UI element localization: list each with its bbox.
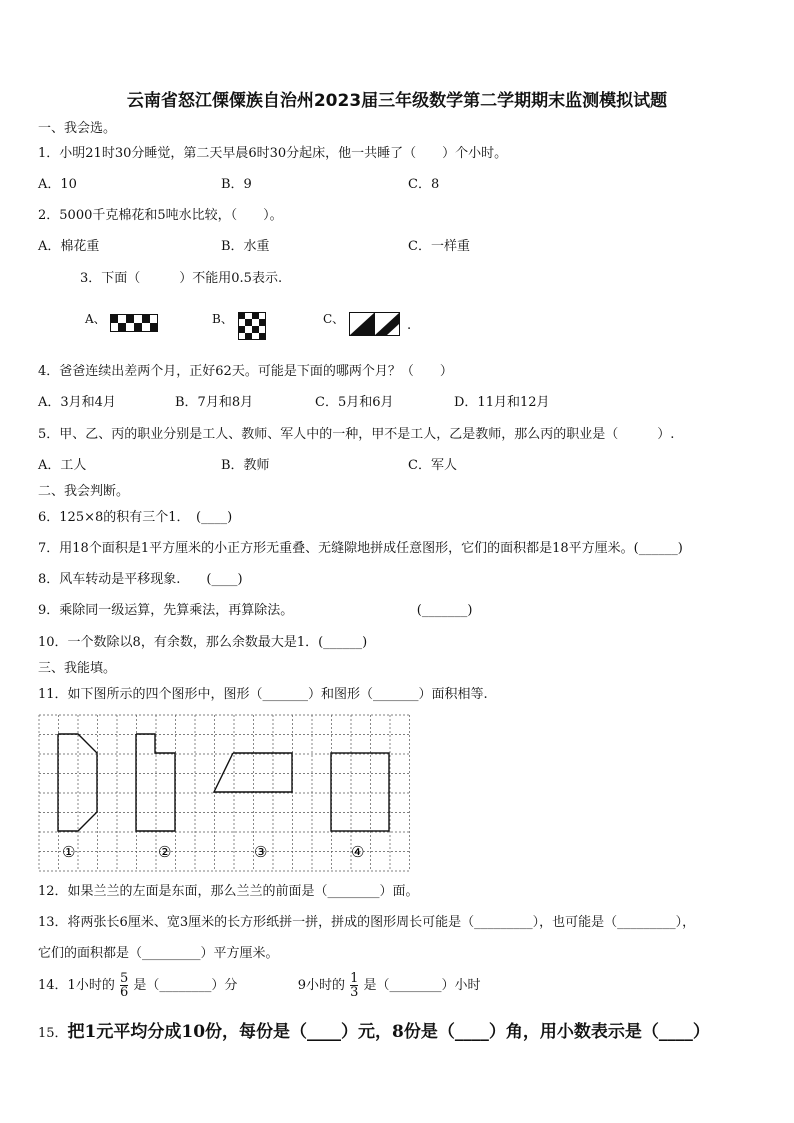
question-5: 5．甲、乙、丙的职业分别是工人、教师、军人中的一种，甲不是工人，乙是教师，那么丙的职业是（ ）. — [38, 427, 675, 442]
q5-option-b: B．教师 — [221, 458, 270, 473]
question-11: 11．如下图所示的四个图形中，图形（_______）和图形（_______）面积相等. — [38, 687, 488, 702]
q4-option-b: B．7月和8月 — [175, 395, 254, 410]
q3-option-a-checker-figure — [110, 314, 158, 332]
q14-part1-pre: 14．1小时的 — [38, 978, 115, 993]
q14-fraction-1 — [120, 972, 128, 999]
q3-option-a — [85, 308, 106, 327]
question-10: 10．一个数除以8，有余数，那么余数最大是1．(______) — [38, 635, 368, 650]
question-15 — [38, 1022, 710, 1044]
q3-option-a-label: A、 — [85, 312, 106, 326]
q2-option-c: C．一样重 — [408, 239, 470, 254]
question-13-line-1: 13．将两张长6厘米、宽3厘米的长方形纸拼一拼，拼成的图形周长可能是（_________），也可能是（_________）， — [38, 915, 696, 930]
question-12: 12．如果兰兰的左面是东面，那么兰兰的前面是（________）面。 — [38, 884, 419, 899]
q4-option-d: D．11月和12月 — [454, 395, 550, 410]
q1-option-a: A．10 — [38, 177, 77, 192]
q3-end-mark: . — [407, 318, 412, 333]
question-4: 4．爸爸连续出差两个月，正好62天。可能是下面的哪两个月？（ ） — [38, 364, 453, 379]
q15-text: 把1元平均分成10份，每份是（____）元，8份是（____）角，用小数表示是（____） — [67, 1022, 710, 1042]
q3-option-b-checker-figure — [238, 312, 266, 340]
q2-option-b: B．水重 — [221, 239, 270, 254]
q14-part2-pre: 9小时的 — [297, 978, 345, 993]
q4-option-a: A．3月和4月 — [38, 395, 116, 410]
q3-option-c-label: C、 — [323, 312, 345, 326]
q5-option-c: C．军人 — [408, 458, 457, 473]
section-heading-fill: 三、我能填。 — [38, 661, 117, 676]
q3-option-c-diagonal-figure — [349, 312, 401, 336]
question-3: 3．下面（ ）不能用0.5表示. — [80, 271, 283, 286]
page-title: 云南省怒江傈僳族自治州2023届三年级数学第二学期期末监测模拟试题 — [126, 91, 668, 111]
q11-label-2: ② — [158, 843, 172, 861]
question-9: 9．乘除同一级运算，先算乘法，再算除法。 (_______) — [38, 603, 473, 618]
question-1: 1．小明21时30分睡觉，第二天早晨6时30分起床，他一共睡了（ ）个小时。 — [38, 146, 508, 161]
q14-fraction-2 — [350, 972, 358, 999]
section-heading-judge: 二、我会判断。 — [38, 484, 130, 499]
q1-option-c: C．8 — [408, 177, 440, 192]
q14-fraction-1-numerator: 5 — [119, 971, 129, 986]
q11-label-3: ③ — [254, 843, 268, 861]
q11-grid-figure — [38, 714, 410, 874]
question-14 — [38, 972, 481, 999]
question-8: 8．风车转动是平移现象. (____) — [38, 572, 243, 587]
question-2: 2．5000千克棉花和5吨水比较，（ ）。 — [38, 208, 283, 223]
q3-option-c — [323, 308, 344, 327]
q15-number: 15． — [38, 1026, 68, 1041]
q3-option-b-label: B、 — [212, 312, 233, 326]
q1-option-b: B．9 — [221, 177, 252, 192]
q14-fraction-2-denominator: 3 — [350, 985, 359, 1000]
q4-option-c: C．5月和6月 — [315, 395, 394, 410]
q2-option-a: A．棉花重 — [38, 239, 100, 254]
question-13-line-2: 它们的面积都是（_________）平方厘米。 — [38, 946, 279, 961]
q14-part2-post: 是（________）小时 — [363, 978, 481, 993]
question-7: 7．用18个面积是1平方厘米的小正方形无重叠、无缝隙地拼成任意图形，它们的面积都是18平方厘米。(______) — [38, 541, 683, 556]
q11-label-4: ④ — [351, 843, 365, 861]
q14-fraction-2-numerator: 1 — [350, 971, 359, 986]
section-heading-choice: 一、我会选。 — [38, 121, 117, 136]
q5-option-a: A．工人 — [38, 458, 87, 473]
q14-part1-post: 是（________）分 — [133, 978, 238, 993]
q14-fraction-1-denominator: 6 — [119, 985, 129, 1000]
q3-option-b — [212, 308, 233, 327]
question-6: 6．125×8的积有三个1． (____) — [38, 510, 233, 525]
q11-label-1: ① — [62, 843, 76, 861]
